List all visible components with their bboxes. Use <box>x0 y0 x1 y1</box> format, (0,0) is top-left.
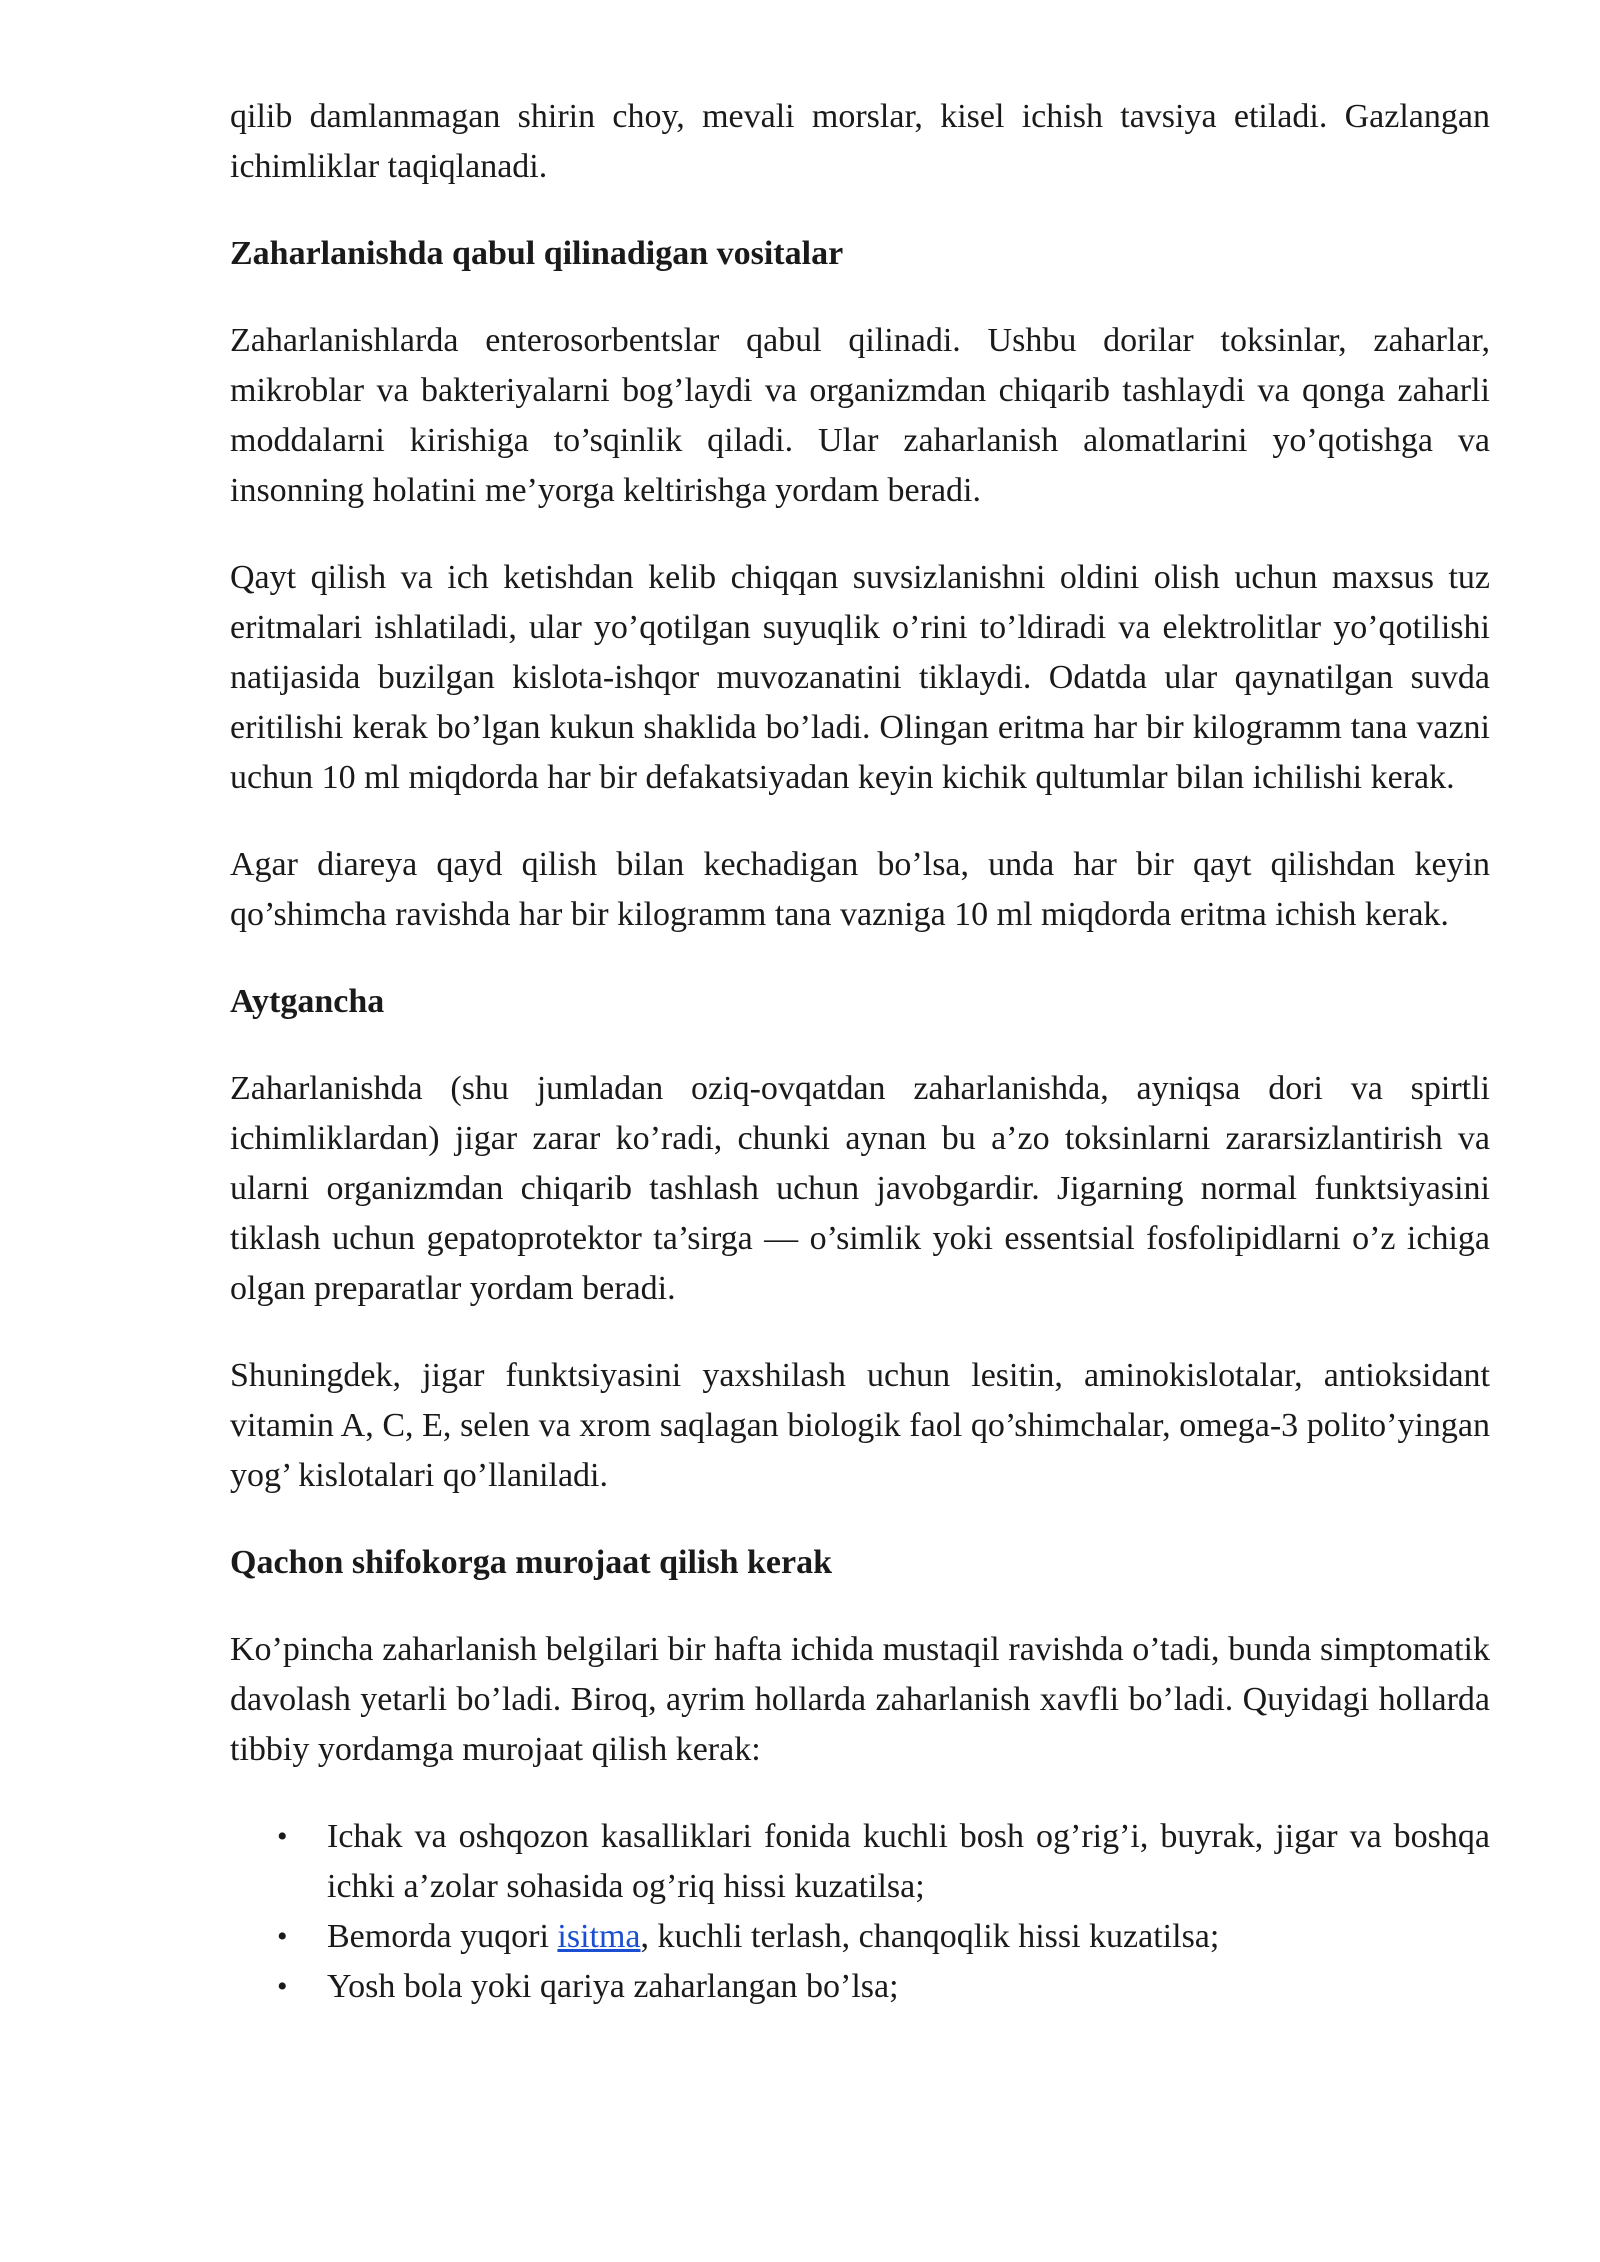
list-item <box>277 1912 1490 1962</box>
list-item-text-before: Bemorda yuqori <box>327 1918 558 1955</box>
list-item-text: Ichak va oshqozon kasalliklari fonida kuchli bosh og’rig’i, buyrak, jigar va boshqa ichki a’zolar sohasida og’riq hissi kuzatilsa; <box>327 1818 1490 1905</box>
fever-link[interactable]: isitma <box>557 1918 641 1955</box>
symptom-list <box>230 1812 1490 2012</box>
heading-remedies: Zaharlanishda qabul qilinadigan vositalar <box>230 235 844 272</box>
paragraph-liver-supplements: Shuningdek, jigar funktsiyasini yaxshilash uchun lesitin, aminokislotalar, antioksidant vitamin A, C, E, selen va xrom saqlagan biologik faol qo’shimchalar, omega-3 polito’yingan yog’ kislotalari qo’llaniladi. <box>230 1357 1490 1494</box>
list-item <box>277 1812 1490 1912</box>
heading-by-the-way: Aytgancha <box>230 983 385 1020</box>
paragraph-liver: Zaharlanishda (shu jumladan oziq-ovqatdan zaharlanishda, ayniqsa dori va spirtli ichimliklardan) jigar zarar ko’radi, chunki aynan bu a’zo toksinlarni zararsizlantirish va ularni organizmdan chiqarib tashlash uchun javobgardir. Jigarning normal funktsiyasini tiklash uchun gepatoprotektor ta’sirga — o’simlik yoki essentsial fosfolipidlarni o’z ichiga olgan preparatlar yordam beradi. <box>230 1070 1490 1307</box>
heading-when-to-see-doctor: Qachon shifokorga murojaat qilish kerak <box>230 1544 833 1581</box>
paragraph-enterosorbents: Zaharlanishlarda enterosorbentslar qabul qilinadi. Ushbu dorilar toksinlar, zaharlar, mikroblar va bakteriyalarni bog’laydi va organizmdan chiqarib tashlaydi va qonga zaharli moddalarni kirishiga to’sqinlik qiladi. Ular zaharlanish alomatlarini yo’qotishga va insonning holatini me’yorga keltirishga yordam beradi. <box>230 322 1490 509</box>
paragraph-intro: qilib damlanmagan shirin choy, mevali morslar, kisel ichish tavsiya etiladi. Gazlangan ichimliklar taqiqlanadi. <box>230 98 1490 185</box>
bullet-icon: • <box>277 1970 288 2003</box>
bullet-icon: • <box>277 1820 288 1853</box>
document-page <box>230 92 1490 2012</box>
paragraph-diarrhea: Agar diareya qayd qilish bilan kechadigan bo’lsa, unda har bir qayt qilishdan keyin qo’shimcha ravishda har bir kilogramm tana vazniga 10 ml miqdorda eritma ichish kerak. <box>230 846 1490 933</box>
paragraph-doctor-intro: Ko’pincha zaharlanish belgilari bir hafta ichida mustaqil ravishda o’tadi, bunda simptomatik davolash yetarli bo’ladi. Biroq, ayrim hollarda zaharlanish xavfli bo’ladi. Quyidagi hollarda tibbiy yordamga murojaat qilish kerak: <box>230 1631 1490 1768</box>
bullet-icon: • <box>277 1920 288 1953</box>
paragraph-salt-solutions: Qayt qilish va ich ketishdan kelib chiqqan suvsizlanishni oldini olish uchun maxsus tuz eritmalari ishlatiladi, ular yo’qotilgan suyuqlik o’rini to’ldiradi va elektrolitlar yo’qotilishi natijasida buzilgan kislota-ishqor muvozanatini tiklaydi. Odatda ular qaynatilgan suvda eritilishi kerak bo’lgan kukun shaklida bo’ladi. Olingan eritma har bir kilogramm tana vazni uchun 10 ml miqdorda har bir defakatsiyadan keyin kichik qultumlar bilan ichilishi kerak. <box>230 559 1490 796</box>
list-item <box>277 1962 1490 2012</box>
list-item-text: Yosh bola yoki qariya zaharlangan bo’lsa; <box>327 1968 899 2005</box>
list-item-text-after: , kuchli terlash, chanqoqlik hissi kuzatilsa; <box>640 1918 1220 1955</box>
